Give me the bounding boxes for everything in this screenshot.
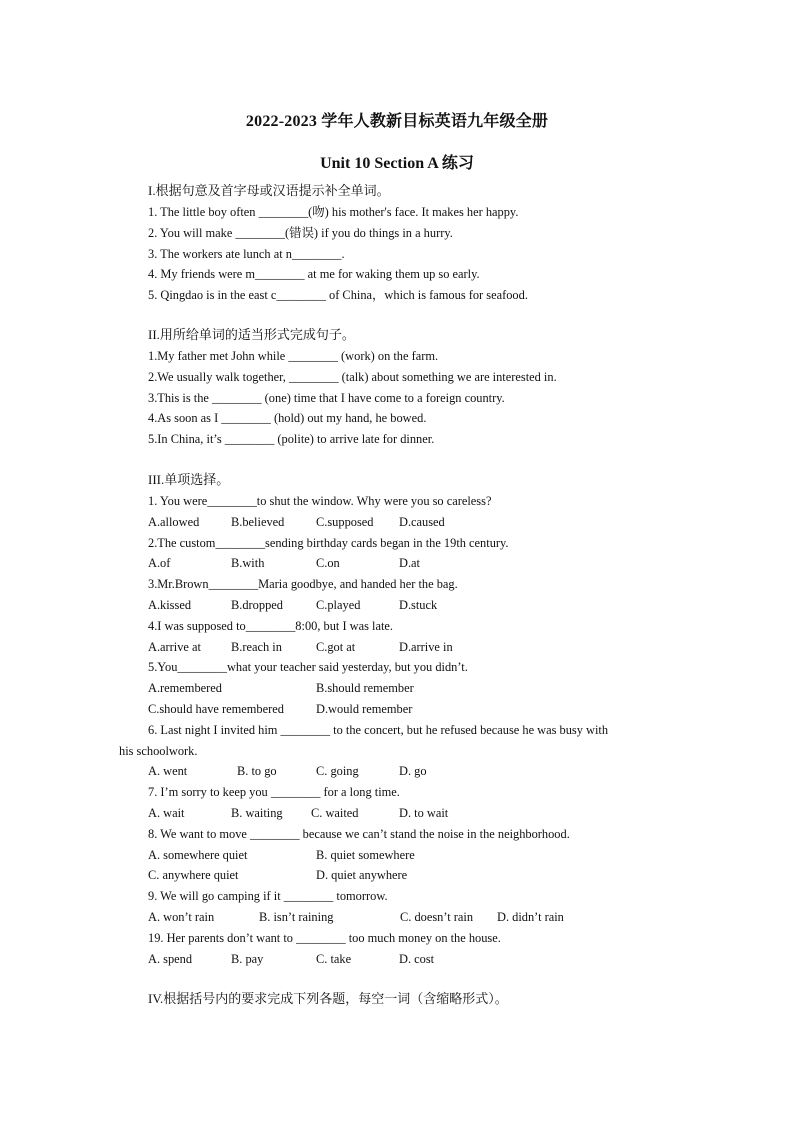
question-item: 4.As soon as I ________ (hold) out my hand, he bowed. — [148, 411, 427, 426]
option-d: D. quiet anywhere — [316, 868, 408, 883]
option-d: D.at — [399, 556, 420, 571]
option-a: A.remembered — [148, 681, 222, 696]
mc-question: 1. You were________to shut the window. Why were you so careless? — [148, 494, 492, 508]
section-heading: IV.根据括号内的要求完成下列各题，每空一词（含缩略形式）。 — [148, 991, 508, 1006]
option-a: A.of — [148, 556, 171, 571]
mc-options — [148, 865, 708, 886]
mc-question: 19. Her parents don’t want to ________ too much money on the house. — [148, 930, 501, 945]
option-c: C. going — [316, 764, 359, 779]
option-a: A.kissed — [148, 597, 192, 612]
option-b: B. pay — [231, 951, 264, 966]
mc-question: 7. I’m sorry to keep you ________ for a long time. — [148, 785, 400, 800]
option-a: A. wait — [148, 805, 185, 820]
mc-options — [148, 699, 708, 720]
mc-question: 9. We will go camping if it ________ tomorrow. — [148, 889, 388, 904]
question-item: 2. You will make ________(错误) if you do things in a hurry. — [148, 225, 453, 240]
option-d: D. go — [399, 764, 427, 779]
option-a: A. spend — [148, 951, 193, 966]
section-2 — [148, 324, 708, 450]
option-c: C.on — [316, 556, 340, 571]
mc-options — [148, 761, 708, 782]
option-c: C. waited — [311, 805, 359, 820]
option-d: D. to wait — [399, 805, 449, 820]
option-b: B. isn’t raining — [259, 909, 334, 924]
option-b: B.believed — [231, 514, 285, 529]
question-item: 5.In China, it’s ________ (polite) to arrive late for dinner. — [148, 432, 435, 447]
mc-options — [148, 845, 708, 866]
mc-question: 5.You________what your teacher said yesterday, but you didn’t. — [148, 660, 468, 675]
mc-options — [148, 949, 708, 970]
mc-question-continued: his schoolwork. — [119, 743, 198, 758]
question-item: 5. Qingdao is in the east c________ of China，which is famous for seafood. — [148, 288, 528, 303]
option-a: A.allowed — [148, 514, 200, 529]
option-b: B.with — [231, 556, 265, 571]
option-b: B. waiting — [231, 805, 283, 820]
option-d: D.would remember — [316, 701, 413, 716]
mc-options — [148, 907, 708, 928]
mc-options — [148, 637, 708, 658]
option-b: B.dropped — [231, 597, 283, 612]
question-item: 2.We usually walk together, ________ (talk) about something we are interested in. — [148, 369, 557, 384]
option-a: A. went — [148, 764, 188, 779]
question-item: 4. My friends were m________ at me for waking them up so early. — [148, 267, 480, 282]
mc-options — [148, 553, 708, 574]
mc-options — [148, 803, 708, 824]
section-4 — [148, 988, 708, 1010]
option-b: B.should remember — [316, 681, 414, 696]
option-a: A. won’t rain — [148, 909, 215, 924]
mc-question: 6. Last night I invited him ________ to the concert, but he refused because he was busy with — [148, 722, 609, 737]
question-item: 3. The workers ate lunch at n________. — [148, 246, 345, 261]
question-item: 1. The little boy often ________(吻) his mother's face. It makes her happy. — [148, 205, 519, 219]
mc-question: 8. We want to move ________ because we can’t stand the noise in the neighborhood. — [148, 826, 570, 841]
option-c: C.played — [316, 597, 361, 612]
option-d: D. cost — [399, 951, 435, 966]
option-d: D.arrive in — [399, 639, 453, 654]
section-heading: II.用所给单词的适当形式完成句子。 — [148, 327, 355, 342]
option-a: A. somewhere quiet — [148, 847, 248, 862]
section-heading: I.根据句意及首字母或汉语提示补全单词。 — [148, 183, 390, 198]
mc-question: 3.Mr.Brown________Maria goodbye, and handed her the bag. — [148, 577, 458, 592]
option-a: A.arrive at — [148, 639, 201, 654]
option-d: D. didn’t rain — [497, 909, 564, 924]
option-d: D.caused — [399, 514, 445, 529]
option-c: C. doesn’t rain — [400, 909, 474, 924]
page-title: 2022-2023 学年人教新目标英语九年级全册 — [245, 113, 549, 130]
mc-question: 4.I was supposed to________8:00, but I was late. — [148, 618, 394, 633]
mc-options — [148, 512, 708, 533]
option-c: C.should have remembered — [148, 701, 284, 716]
page-subtitle: Unit 10 Section A 练习 — [320, 155, 474, 172]
option-b: B.reach in — [231, 639, 282, 654]
section-1 — [148, 180, 708, 306]
option-c: C. anywhere quiet — [148, 868, 239, 883]
mc-options — [148, 678, 708, 699]
option-c: C.supposed — [316, 514, 374, 529]
option-d: D.stuck — [399, 597, 438, 612]
mc-question: 2.The custom________sending birthday cards began in the 19th century. — [148, 535, 509, 550]
option-b: B. to go — [237, 764, 277, 779]
option-c: C.got at — [316, 639, 356, 654]
option-c: C. take — [316, 951, 352, 966]
option-b: B. quiet somewhere — [316, 847, 415, 862]
section-heading: III.单项选择。 — [148, 472, 230, 487]
question-item: 1.My father met John while ________ (work) on the farm. — [148, 349, 439, 363]
question-item: 3.This is the ________ (one) time that I have come to a foreign country. — [148, 390, 505, 405]
mc-options — [148, 595, 708, 616]
section-3 — [119, 469, 708, 969]
